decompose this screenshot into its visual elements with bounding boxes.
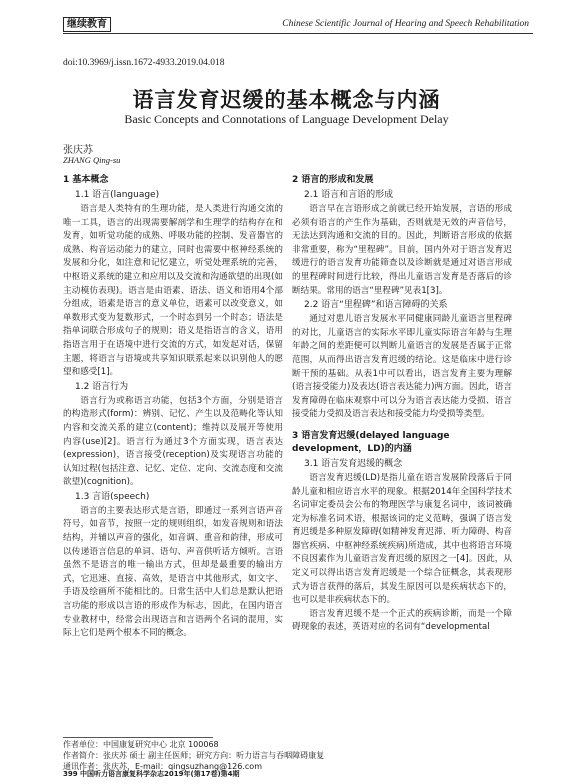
paragraph: 语言早在言语形成之前就已经开始发展，言语的形成必须有语言的产生作为基础，否则就是无效的声音信号，无法达到沟通和交流的目的。因此，判断语言形成的依据非常重要，称为“里程碑”。目前，国内外对于语言发育迟缓进行的语言发育功能筛查以及诊断就是通过对语言形成的里程碑时间进行比较，得出儿童语言发育是否落后的诊断结果。常用的语言“里程碑”见表1[3]。	[292, 204, 512, 296]
paragraph: 语言行为或称语言功能，包括3个方面，分别是语言的构造形式(form)：辨别、记忆、产生以及范畴化等认知内容和交流关系的建立(content)；维持以及展开等使用内容(use)[2]。语言行为通过3个方面实现，语言表达(expression)，语言接受(reception)及实现语言功能的认知过程(包括注意、记忆、定位、定向、交流态度和交流欲望)(cognition)。	[63, 395, 283, 488]
paragraph: 通过对患儿语言发展水平同健康同龄儿童语言里程碑的对比，儿童语言的实际水平即儿童实际语言年龄与生理年龄之间的差距便可以判断儿童语言的发展是否属于正常范围，从而得出语言发育迟缓的结论。这是临床中进行诊断干预的基础。从表1中可以看出，语言发育主要为理解(语言接受能力)及表达(语言表达能力)两方面。因此，语言发育障碍在临床观察中可以分为语言表达能力受损、语言接受能力受损及语言表达和接受能力均受损等类型。	[292, 314, 512, 420]
author-name-en: ZHANG Qing-su	[63, 155, 121, 165]
subsection-heading: 2.2 语言“里程碑”和语言障碍的关系	[304, 300, 448, 311]
paragraph: 语言的主要表达形式是言语，即通过一系列言语声音符号，如音节，按照一定的规则组织，如发音规则和语法结构，并辅以声音的强化，如音调、重音和韵律，形成可以传递语言信息的单词、语句、声音供听话方倾听。言语虽然不是语言的唯一输出方式，但却是最重要的输出方式，它迅速、直接、高效，是语言中其他形式，如文字、手语及绘画所不能相比的。日常生活中人们总是默认把语言功能的形成以言语的形成作为标志，因此，在国内语言专业教材中，经常会出现语言和言语两个名词的混用，实际上它们是两个根本不同的概念。	[63, 505, 283, 639]
right-column	[292, 171, 512, 635]
subsection-heading: 1.1 语言(language)	[75, 190, 160, 200]
paragraph: 语言是人类特有的生理功能，是人类进行沟通交流的唯一工具，语言的出现需要解剖学和生理学的结构存在和发育，如听觉功能的成熟、呼吸功能的控制、发音器官的成熟、构音运动能力的建立，同时也需要中枢神经系统的发展和分化，如注意和记忆建立，听觉处理系统的完善，中枢语义系统的建立和应用以及交流和沟通欲望的出现(如主动模仿表现)。语言是由语素、语法、语义和语用4个部分组成，语素是语言的意义单位，语素可以改变意义，如单数形式变为复数形式，一个时态到另一个时态；语法是指单词联合形成句子的规则；语义是指语言的含义，语用指语言用于在语境中进行交流的方式，如发起对话，保留主题，将语言与语境或共享知识联系起来以识别他人的愿望和感受[1]。	[63, 204, 283, 378]
subsection-heading: 2.1 语言和言语的形成	[304, 190, 394, 200]
paragraph: 语言发育迟缓不是一个正式的疾病诊断，而是一个障碍现象的表述，英语对应的名词有“developmental	[292, 608, 512, 633]
doi: doi:10.3969/j.issn.1672-4933.2019.04.018	[63, 58, 225, 68]
subsection-heading: 1.2 语言行为	[75, 381, 129, 392]
paragraph: 语言发育迟缓(LD)是指儿童在语言发展阶段落后于同龄儿童和相应语言水平的现象。根据2014年全国科学技术名词审定委员会公布的物理医学与康复名词中，该词被确定为标准名词术语，根据该词的定义范畴，强调了语言发育迟缓是多种原发障碍(如精神发育迟滞、听力障碍、构音器官疾病、中枢神经系统疾病)所造成，其中也将语言环境不良因素作为儿童语言发育迟缓的原因之一[4]。因此，从定义可以得出语言发育迟缓是一个综合征概念，其表现形式为语言获得的落后，其发生原因可以是疾病状态下的，也可以是非疾病状态下的。	[292, 472, 512, 606]
footnote-rule	[63, 737, 213, 738]
page-footer: 399 中国听力语言康复科学杂志2019年(第17卷)第4期	[63, 770, 240, 778]
left-column	[63, 171, 283, 641]
footnote-unit: 作者单位：中国康复研究中心 北京 100068	[63, 740, 219, 749]
section-heading: 2 语言的形成和发展	[292, 175, 374, 185]
header-rule	[63, 33, 533, 34]
subsection-heading: 1.3 言语(speech)	[75, 491, 150, 502]
article-title-en: Basic Concepts and Connotations of Language Development Delay	[124, 112, 449, 126]
author-name-zh: 张庆苏	[63, 145, 93, 156]
section-heading: 3 语言发育迟缓(delayed language development，LD)的内涵	[292, 430, 450, 454]
footnote-bio: 作者简介：张庆苏 硕士 副主任医师；研究方向：听力语言与吞咽障碍康复	[63, 751, 325, 760]
article-title-zh: 语言发育迟缓的基本概念与内涵	[132, 88, 441, 112]
section-tag: 继续教育	[63, 17, 111, 32]
subsection-heading: 3.1 语言发育迟缓的概念	[304, 458, 403, 469]
section-heading: 1 基本概念	[63, 175, 109, 185]
journal-name: Chinese Scientific Journal of Hearing and Speech Rehabilitation	[282, 19, 529, 29]
footnote-contact: 通讯作者：张庆苏，E-mail：qingsuzhang@126.com	[63, 762, 262, 771]
